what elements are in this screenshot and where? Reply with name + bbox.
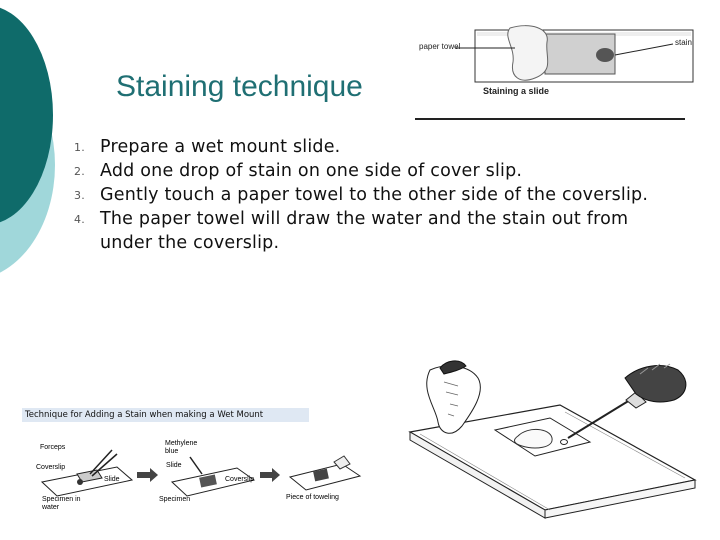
label-coverslip: Coverslip	[36, 464, 66, 471]
step-item	[74, 207, 674, 255]
figure-caption-top: Staining a slide	[483, 86, 550, 96]
label-forceps: Forceps	[40, 444, 66, 451]
figure-wet-mount-steps	[22, 422, 362, 522]
label-slide: Slide	[166, 462, 182, 469]
title-divider	[415, 118, 685, 120]
label-slide: Slide	[104, 476, 120, 483]
label-specimen-in-water: Specimen in water	[42, 496, 81, 511]
step-text: Add one drop of stain on one side of cover slip.	[100, 161, 523, 181]
label-paper-towel: paper towel	[419, 42, 461, 51]
figure-staining-slide	[415, 22, 697, 100]
label-stain: stain	[675, 38, 692, 47]
step-number: 2.	[74, 165, 85, 178]
step-text: The paper towel will draw the water and the stain out from under the coverslip.	[100, 209, 629, 253]
label-specimen: Specimen	[159, 496, 191, 503]
step-item	[74, 183, 674, 207]
figure-caption-bottom: Technique for Adding a Stain when making a Wet Mount	[22, 408, 309, 422]
step-number: 4.	[74, 213, 85, 226]
label-piece-of-toweling: Piece of toweling	[286, 494, 339, 501]
step-text: Gently touch a paper towel to the other side of the coverslip.	[100, 185, 649, 205]
step-text: Prepare a wet mount slide.	[100, 137, 341, 157]
step-item	[74, 135, 674, 159]
label-methylene-blue: Methylene blue	[165, 440, 198, 455]
slide-title: Staining technique	[116, 70, 363, 103]
label-coverslip: Coverslip	[225, 476, 255, 483]
step-number: 3.	[74, 189, 85, 202]
figure-dropper-slide	[400, 360, 700, 520]
step-item	[74, 159, 674, 183]
steps-list	[74, 135, 674, 255]
step-number: 1.	[74, 141, 85, 154]
